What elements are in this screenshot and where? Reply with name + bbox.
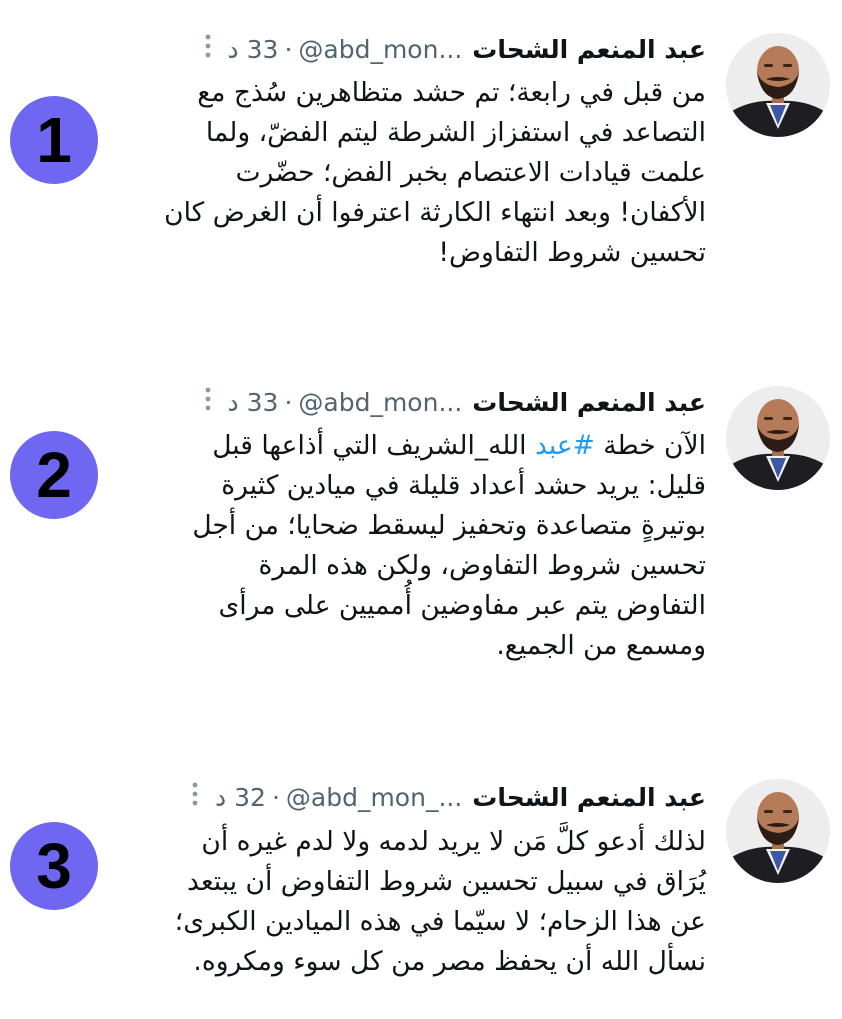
tweet-line: بوتيرةٍ متصاعدة وتحفيز ليسقط ضحايا؛ من أجل [192, 510, 706, 541]
author-name[interactable]: عبد المنعم الشحات [472, 34, 706, 64]
tweet-line: التفاوض يتم عبر مفاوضين أُمميين على مرأى [218, 590, 706, 621]
tweet-line: لذلك أدعو كلَّ مَن لا يريد لدمه ولا لدم غيره أن [201, 826, 706, 857]
avatar[interactable] [726, 779, 830, 883]
tweet-line: عن هذا الزحام؛ لا سيّما في هذه الميادين الكبرى؛ [174, 906, 706, 937]
tweet-header [191, 779, 706, 815]
number-badge: 1 [10, 96, 98, 184]
tweet-line: علمت قيادات الاعتصام بخبر الفض؛ حضّرت [235, 157, 706, 188]
author-handle[interactable]: @abd_mon... [298, 387, 463, 417]
tweet-time[interactable]: 32 د [215, 782, 266, 812]
tweet-text [146, 822, 706, 982]
tweet-line: التصاعد في استفزاز الشرطة ليتم الفضّ، ولما [205, 117, 706, 148]
number-badge: 2 [10, 431, 98, 519]
tweet-line [146, 426, 706, 466]
more-vertical-icon[interactable] [204, 386, 212, 418]
tweet-time[interactable]: 33 د [227, 34, 279, 64]
separator-dot: · [284, 34, 293, 64]
tweet-text [146, 73, 706, 273]
tweet-line: الأكفان! وبعد انتهاء الكارثة اعترفوا أن الغرض كان [164, 197, 706, 228]
avatar[interactable] [726, 33, 830, 137]
tweet-time[interactable]: 33 د [227, 387, 279, 417]
tweet-header [204, 384, 706, 420]
more-vertical-icon[interactable] [191, 781, 199, 813]
hashtag-link[interactable]: #عبد [534, 430, 595, 461]
separator-dot: · [284, 387, 293, 417]
tweet-line: قليل: يريد حشد أعداد قليلة في ميادين كثيرة [221, 470, 706, 501]
author-handle[interactable]: @abd_mon_... [285, 782, 463, 812]
tweet-header [204, 31, 706, 67]
tweet-line: تحسين شروط التفاوض، ولكن هذه المرة [258, 550, 706, 581]
number-badge: 3 [10, 822, 98, 910]
tweet-line: تحسين شروط التفاوض! [438, 237, 706, 268]
tweet-line: يُرَاق في سبيل تحسين شروط التفاوض أن يبتعد [187, 866, 706, 897]
more-vertical-icon[interactable] [204, 33, 212, 65]
tweet-line: ومسمع من الجميع. [496, 630, 706, 661]
avatar[interactable] [726, 386, 830, 490]
author-name[interactable]: عبد المنعم الشحات [472, 782, 706, 812]
tweet-text-segment: الله_الشريف التي أذاعها قبل [212, 430, 535, 461]
tweet-line: من قبل في رابعة؛ تم حشد متظاهرين سُذج مع [197, 77, 706, 108]
tweet-text [146, 426, 706, 666]
tweet-line: نسأل الله أن يحفظ مصر من كل سوء ومكروه. [193, 946, 706, 977]
author-handle[interactable]: @abd_mon... [298, 34, 463, 64]
tweet-text-segment: الآن خطة [594, 430, 706, 461]
author-name[interactable]: عبد المنعم الشحات [472, 387, 706, 417]
separator-dot: · [271, 782, 280, 812]
